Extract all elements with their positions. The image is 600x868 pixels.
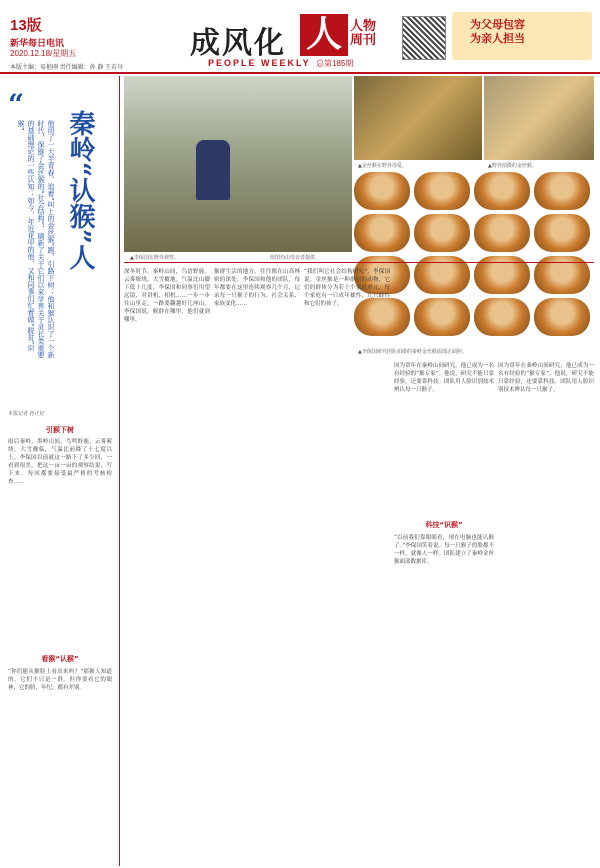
brand-english: PEOPLE WEEKLY — [208, 58, 311, 68]
monkey-face — [414, 214, 470, 252]
page-number: 13版 — [10, 17, 42, 34]
body-text-left-1: 雨后秦岭，墨岭山间，鸟鸣野鹿，云雾萦绕。大雪骤临，气温比前降了十七度以上。李保国以前就这一路下了多少回，一看到很美，把这一亩一亩的观察结果，写下来。每回都要接受最严格的考核检查…… — [8, 439, 112, 485]
monkey-face — [414, 298, 470, 336]
faces-caption: ▲李保国研究团队拍摄的秦岭金丝猴面部正面照。 — [358, 349, 467, 355]
issue-number: 总第185期 — [316, 59, 354, 68]
brand-title: 成风化 — [190, 26, 286, 61]
brand-logo-box: 人 — [300, 14, 348, 56]
monkey-face-grid — [354, 172, 594, 344]
body-col-4a: 因为常年在秦岭山间研究，他已成为一名有经验的“猴专家”。他说，研究不能只靠经验，还要靠科技。团队用人脸识别技术辨认每一只猴子。 — [394, 363, 494, 393]
body-text-left-2: “你们能从猴脸上看出来吗？”那猴人知道的，它们不只是一群。但你要看它的眼神，它的脸，年纪，都有差别。 — [8, 669, 112, 691]
body-col-3: “我们叫它社会结构研究”，李保国说。金丝猴是一种群居的动物，它们的群体分为若干个家庭单元，每个家庭有一只成年雄性、几只雌性和它们的孩子。 — [304, 269, 390, 307]
qr-code-icon — [402, 16, 446, 60]
monkey-photo-1 — [354, 76, 482, 160]
byline: 本报记者 孙正好 — [8, 411, 45, 417]
brand-subtitle: 人物 周刊 — [350, 19, 377, 48]
monkey-face — [474, 298, 530, 336]
monkey-face — [534, 298, 590, 336]
monkey-face — [534, 172, 590, 210]
main-photo-caption: ▲李保国在野外观察。 — [130, 255, 179, 261]
ad-text: 为父母包容 为亲人担当 — [470, 18, 525, 45]
paper-name: 新华每日电讯 — [10, 38, 65, 48]
monkey-face — [534, 214, 590, 252]
issue-date: 2020.12.18/星期五 — [10, 49, 77, 58]
monkey-face — [354, 172, 410, 210]
photo-credit: 组图均由受访者提供 — [270, 255, 316, 261]
subhead-2: 看猴“认猴” — [41, 655, 79, 663]
monkey-photo-2-caption: ▲野外拍摄的金丝猴。 — [488, 163, 537, 169]
monkey-photo-2 — [484, 76, 594, 160]
monkey-face — [474, 214, 530, 252]
lead-text: 他用了一大半青春，追着“叫上的金丝猴”跑，引路下树；他和猴认识了一个新时代，保猕了金丝猴的“社会结构”，刷新了关于它们以来学界关于灵长类重要的基础理论的一些认知；如今，年近花甲的他，又和同事们忙着做“脱贫”识猴” — [17, 120, 55, 359]
quote-icon: “ — [8, 88, 25, 121]
article-title: 秦岭“认猴”人 — [65, 110, 95, 270]
section-divider — [124, 262, 594, 263]
researcher-figure — [196, 140, 230, 200]
monkey-face — [414, 172, 470, 210]
main-photo — [124, 76, 352, 252]
subhead-1: 引猴下树 — [46, 426, 74, 434]
body-col-2: 猴群生活的地方，往往都在山高林密的深处。李保国和他的团队，每年都要在这里连续观察几个月，记录每一只猴子的行为、社会关系、家族变化…… — [214, 269, 300, 307]
editor-credits: 本版主编：易艳刚 责任编辑：孙 静 王若舟 — [10, 65, 124, 71]
subhead-3: 科技“识猴” — [425, 521, 463, 529]
monkey-photo-caption: ▲金丝猴在野外母爱。 — [358, 163, 407, 169]
monkey-face — [354, 214, 410, 252]
body-col-4b: “以前我们靠眼睛看，现在电脑也能认猴了。”李保国笑着说。每一只猴子的脸都不一样，就像人一样。团队建立了秦岭金丝猴面部数据库。 — [394, 535, 494, 565]
body-col-1: 深冬时节，秦岭山间，鸟语野鹿。云雾缭绕，大雪覆地。气温比山脚下低十几度。李保国和同事们用望远镜、对讲机、相机……一步一步往山里走，一路要翻越好几座山。李保国说，猴群在哪里，他们就到哪里。 — [124, 269, 210, 323]
monkey-face — [474, 172, 530, 210]
body-col-5: 因为常年在秦岭山间研究，他已成为一名有经验的“猴专家”。他说，研究不能只靠经验，还要靠科技。团队用人脸识别技术辨认每一只猴子。 — [498, 363, 594, 393]
